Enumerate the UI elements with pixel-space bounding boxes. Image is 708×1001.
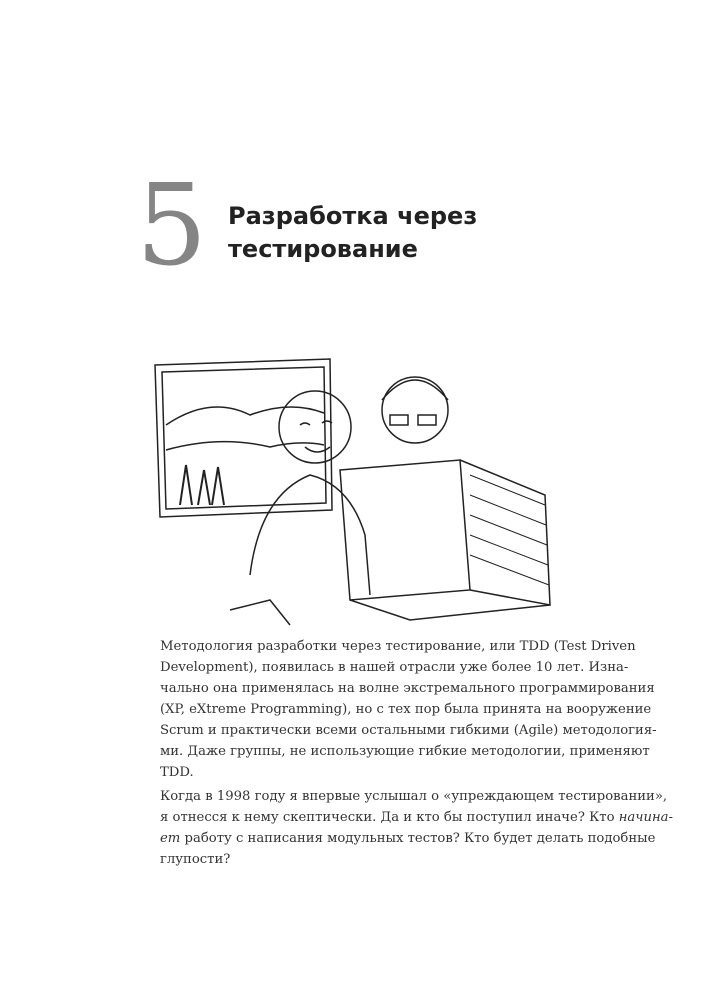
- paragraph: [160, 786, 673, 870]
- text-line: (XP, eXtreme Programming), но с тех пор была принята на вооружение: [160, 702, 652, 717]
- landscape-painting: [155, 359, 332, 517]
- chapter-title-line: тестирование: [228, 235, 418, 263]
- text-line: [160, 828, 656, 849]
- desk: [230, 600, 290, 625]
- text-line: глупости?: [160, 852, 231, 867]
- text-line: [160, 807, 673, 828]
- text-line: ми. Даже группы, не использующие гибкие методологии, применяют: [160, 744, 650, 759]
- man-figure: [250, 391, 370, 595]
- text-line: Когда в 1998 году я впервые услышал о «упреждающем тестировании»,: [160, 789, 668, 804]
- text-line: TDD.: [160, 765, 194, 780]
- chapter-illustration: [150, 355, 570, 630]
- chapter-number: 5: [136, 161, 208, 291]
- chapter-title: [228, 200, 477, 266]
- crt-monitor: [340, 460, 550, 620]
- text-span: я отнесся к нему скептически. Да и кто бы поступил иначе? Кто: [160, 810, 619, 825]
- italic-word: ет: [160, 831, 181, 846]
- paragraph: [160, 636, 657, 783]
- italic-word: начина-: [618, 810, 673, 825]
- woman-figure: [382, 377, 448, 443]
- body-text: [160, 636, 673, 870]
- text-line: Scrum и практически всеми остальными гибкими (Agile) методология-: [160, 723, 657, 738]
- text-span: работу с написания модульных тестов? Кто будет делать подобные: [184, 831, 656, 846]
- text-line: чально она применялась на волне экстремального программирования: [160, 681, 655, 696]
- chapter-title-line: Разработка через: [228, 202, 478, 230]
- text-line: Development), появилась в нашей отрасли уже более 10 лет. Изна-: [160, 660, 629, 675]
- text-line: Методология разработки через тестирование, или TDD (Test Driven: [160, 639, 636, 654]
